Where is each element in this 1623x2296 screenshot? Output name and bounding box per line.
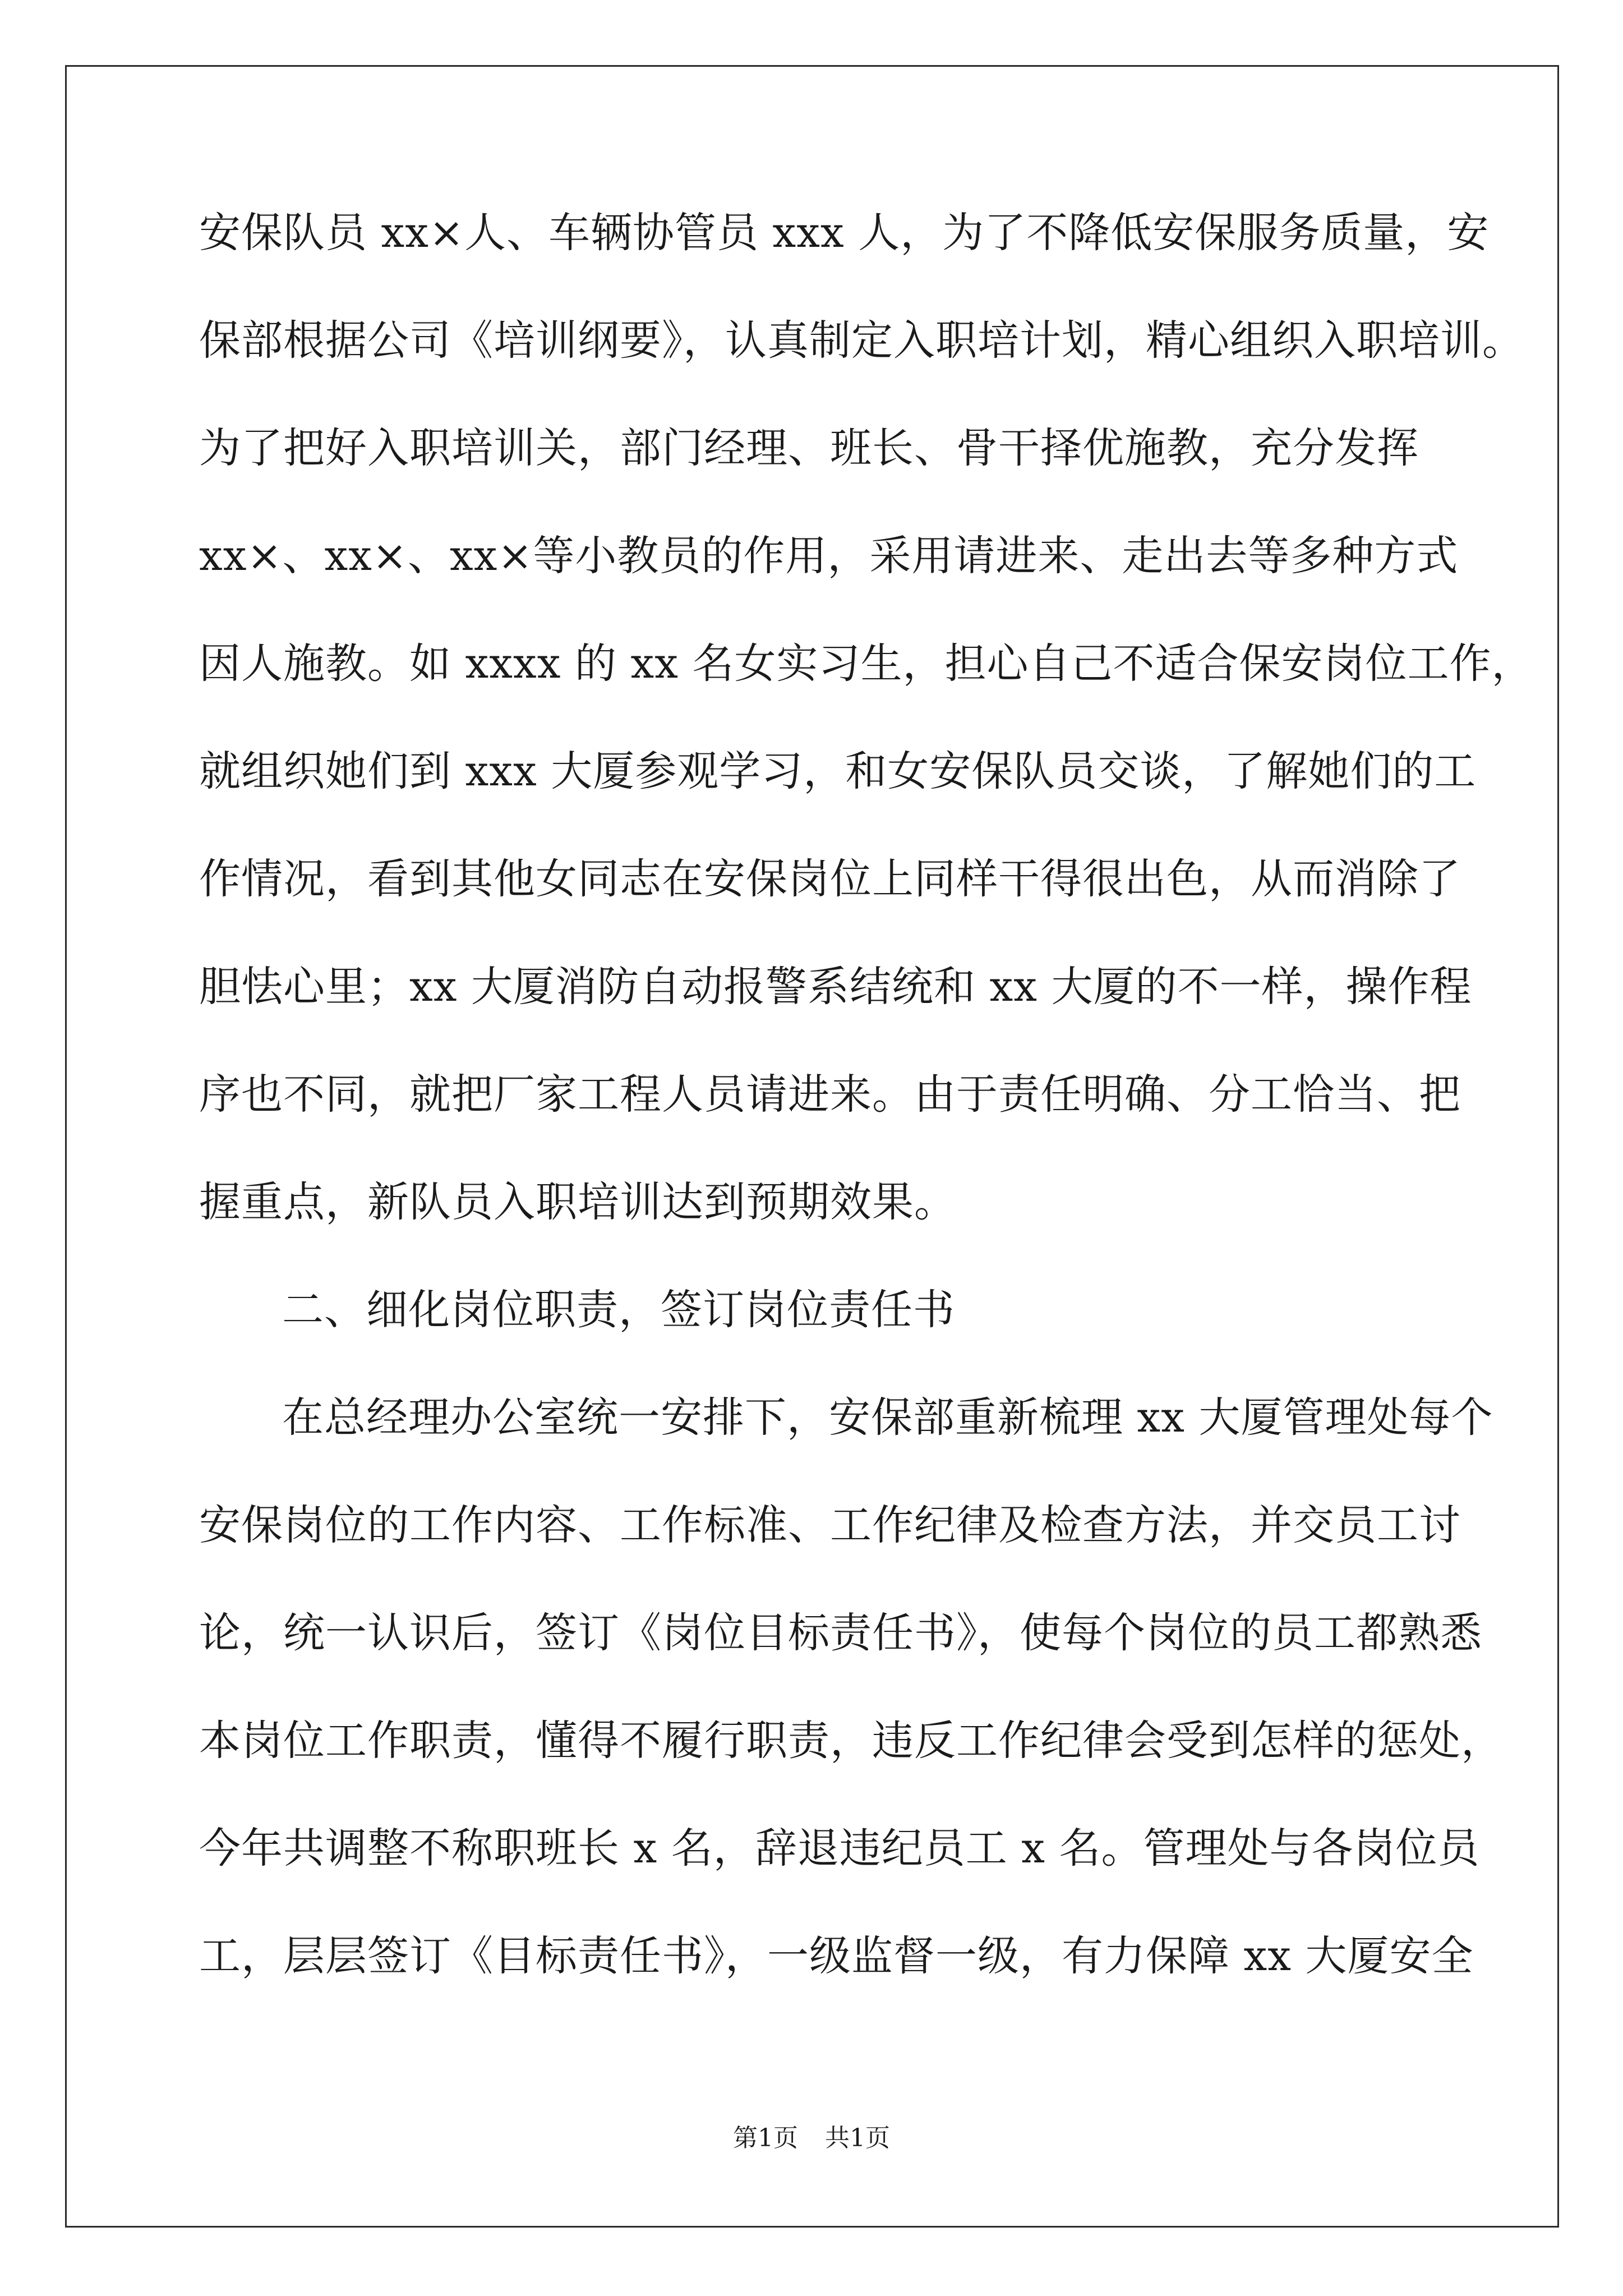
text-line: 论，统一认识后，签订《岗位目标责任书》，使每个岗位的员工都熟悉 — [199, 1609, 1482, 1657]
text-line: 安保岗位的工作内容、工作标准、工作纪律及检查方法，并交员工讨 — [199, 1501, 1461, 1549]
text-line: 本岗位工作职责，懂得不履行职责，违反工作纪律会受到怎样的惩处， — [199, 1717, 1503, 1765]
text-line: 安保队员 xx×人、车辆协管员 xxx 人，为了不降低安保服务质量，安 — [199, 209, 1490, 257]
text-line: 今年共调整不称职班长 x 名，辞退违纪员工 x 名。管理处与各岗位员 — [199, 1824, 1480, 1872]
text-line: 因人施教。如 xxxx 的 xx 名女实习生，担心自己不适合保安岗位工作， — [199, 639, 1534, 688]
text-line: 胆怯心里；xx 大厦消防自动报警系结统和 xx 大厦的不一样，操作程 — [199, 963, 1472, 1011]
text-line: 工，层层签订《目标责任书》，一级监督一级，有力保障 xx 大厦安全 — [199, 1932, 1474, 1980]
text-line: 握重点，新队员入职培训达到预期效果。 — [199, 1178, 956, 1226]
text-line: xx×、xx×、xx×等小教员的作用，采用请进来、走出去等多种方式 — [199, 532, 1459, 580]
text-line: 在总经理办公室统一安排下，安保部重新梳理 xx 大厦管理处每个 — [282, 1393, 1493, 1442]
section-heading: 二、细化岗位职责，签订岗位责任书 — [282, 1286, 955, 1334]
text-line: 为了把好入职培训关，部门经理、班长、骨干择优施教，充分发挥 — [199, 424, 1419, 472]
page-total: 共1页 — [825, 2124, 890, 2152]
page-number: 第1页 — [733, 2124, 798, 2152]
page-footer — [0, 2122, 1623, 2155]
text-line: 序也不同，就把厂家工程人员请进来。由于责任明确、分工恰当、把 — [199, 1070, 1461, 1119]
page-border — [65, 65, 1559, 2228]
text-line: 保部根据公司《培训纲要》，认真制定入职培计划，精心组织入职培训。 — [199, 316, 1524, 365]
text-line: 就组织她们到 xxx 大厦参观学习，和女安保队员交谈，了解她们的工 — [199, 747, 1477, 795]
text-line: 作情况，看到其他女同志在安保岗位上同样干得很出色，从而消除了 — [199, 855, 1461, 903]
